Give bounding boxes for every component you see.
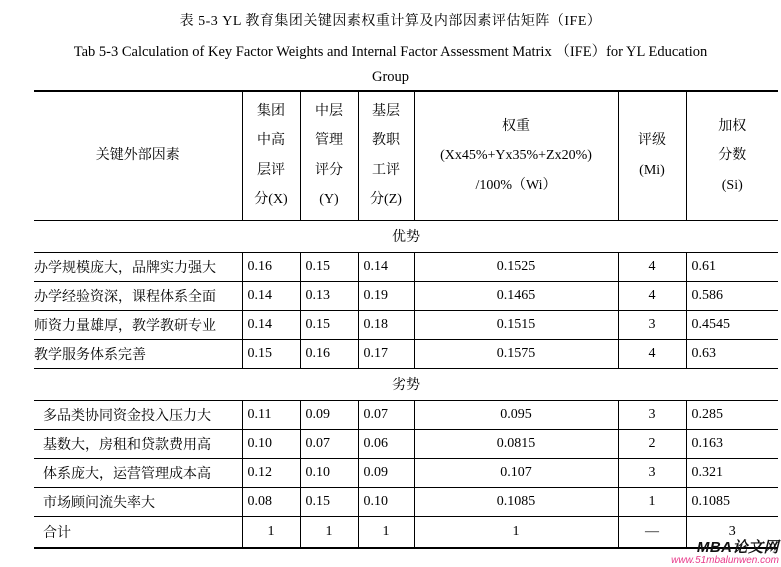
watermark-logo: MBA论文网 (696, 539, 779, 556)
total-row (34, 516, 778, 548)
factor-cell: 办学经验资深，课程体系全面 (34, 281, 242, 310)
score-cell: 0.61 (686, 252, 778, 281)
score-cell: 0.586 (686, 281, 778, 310)
table-row (34, 252, 778, 281)
weight-cell: 0.1525 (414, 252, 618, 281)
rating-cell: 4 (618, 339, 686, 368)
rating-cell: 1 (618, 487, 686, 516)
z-cell: 0.17 (358, 339, 414, 368)
x-cell: 0.12 (242, 458, 300, 487)
factor-cell: 基数大，房租和贷款费用高 (34, 429, 242, 458)
table-row (34, 310, 778, 339)
factor-cell: 体系庞大，运营管理成本高 (34, 458, 242, 487)
weight-cell: 0.1085 (414, 487, 618, 516)
rating-cell: 4 (618, 252, 686, 281)
score-cell: 0.63 (686, 339, 778, 368)
x-cell: 0.14 (242, 281, 300, 310)
table-row (34, 429, 778, 458)
rating-cell: 3 (618, 400, 686, 429)
rating-cell: 2 (618, 429, 686, 458)
total-z: 1 (358, 516, 414, 548)
total-y: 1 (300, 516, 358, 548)
header-y: 中层 管理 评分 (Y) (300, 91, 358, 220)
header-factor: 关键外部因素 (34, 91, 242, 220)
score-cell: 0.1085 (686, 487, 778, 516)
rating-cell: 3 (618, 310, 686, 339)
x-cell: 0.16 (242, 252, 300, 281)
x-cell: 0.11 (242, 400, 300, 429)
score-cell: 0.285 (686, 400, 778, 429)
table-row (34, 281, 778, 310)
x-cell: 0.14 (242, 310, 300, 339)
y-cell: 0.15 (300, 310, 358, 339)
x-cell: 0.15 (242, 339, 300, 368)
score-cell: 0.321 (686, 458, 778, 487)
section-strengths (34, 220, 778, 252)
table-row (34, 487, 778, 516)
header-score: 加权 分数 (Si) (686, 91, 778, 220)
factor-cell: 市场顾问流失率大 (34, 487, 242, 516)
table-row (34, 339, 778, 368)
y-cell: 0.16 (300, 339, 358, 368)
z-cell: 0.19 (358, 281, 414, 310)
header-x: 集团 中高 层评 分(X) (242, 91, 300, 220)
y-cell: 0.13 (300, 281, 358, 310)
y-cell: 0.15 (300, 487, 358, 516)
ife-matrix-table (34, 90, 778, 549)
z-cell: 0.18 (358, 310, 414, 339)
factor-cell: 师资力量雄厚，教学教研专业 (34, 310, 242, 339)
y-cell: 0.15 (300, 252, 358, 281)
header-z: 基层 教职 工评 分(Z) (358, 91, 414, 220)
section-label: 优势 (392, 230, 420, 245)
total-score: 3 (686, 516, 778, 548)
z-cell: 0.07 (358, 400, 414, 429)
weight-cell: 0.1515 (414, 310, 618, 339)
score-cell: 0.163 (686, 429, 778, 458)
table-row (34, 400, 778, 429)
weight-cell: 0.095 (414, 400, 618, 429)
score-cell: 0.4545 (686, 310, 778, 339)
rating-cell: 3 (618, 458, 686, 487)
total-rating: — (618, 516, 686, 548)
table-title-en-line2: Group (371, 69, 410, 85)
y-cell: 0.07 (300, 429, 358, 458)
z-cell: 0.09 (358, 458, 414, 487)
y-cell: 0.09 (300, 400, 358, 429)
total-x: 1 (242, 516, 300, 548)
section-label: 劣势 (34, 368, 778, 400)
y-cell: 0.10 (300, 458, 358, 487)
table-title-en: Tab 5-3 Calculation of Key Factor Weights and Internal Factor Assessment Matrix （IFE）for YL Education (73, 44, 708, 60)
section-weaknesses (34, 368, 778, 400)
weight-cell: 0.0815 (414, 429, 618, 458)
factor-cell: 多品类协同资金投入压力大 (34, 400, 242, 429)
z-cell: 0.10 (358, 487, 414, 516)
x-cell: 0.10 (242, 429, 300, 458)
table-title-cn: 表 5-3 YL 教育集团关键因素权重计算及内部因素评估矩阵（IFE） (179, 14, 602, 29)
x-cell: 0.08 (242, 487, 300, 516)
total-label: 合计 (34, 516, 242, 548)
header-rating: 评级 (Mi) (618, 91, 686, 220)
weight-cell: 0.107 (414, 458, 618, 487)
z-cell: 0.06 (358, 429, 414, 458)
header-weight: 权重 (Xx45%+Yx35%+Zx20%) /100%（Wi） (414, 91, 618, 220)
watermark-url: www.51mbalunwen.com (671, 555, 779, 566)
weight-cell: 0.1465 (414, 281, 618, 310)
z-cell: 0.14 (358, 252, 414, 281)
factor-cell: 教学服务体系完善 (34, 339, 242, 368)
total-weight: 1 (414, 516, 618, 548)
factor-cell: 办学规模庞大，品牌实力强大 (34, 252, 242, 281)
weight-cell: 0.1575 (414, 339, 618, 368)
table-row (34, 458, 778, 487)
rating-cell: 4 (618, 281, 686, 310)
header-row (34, 91, 778, 220)
watermark (671, 536, 779, 566)
